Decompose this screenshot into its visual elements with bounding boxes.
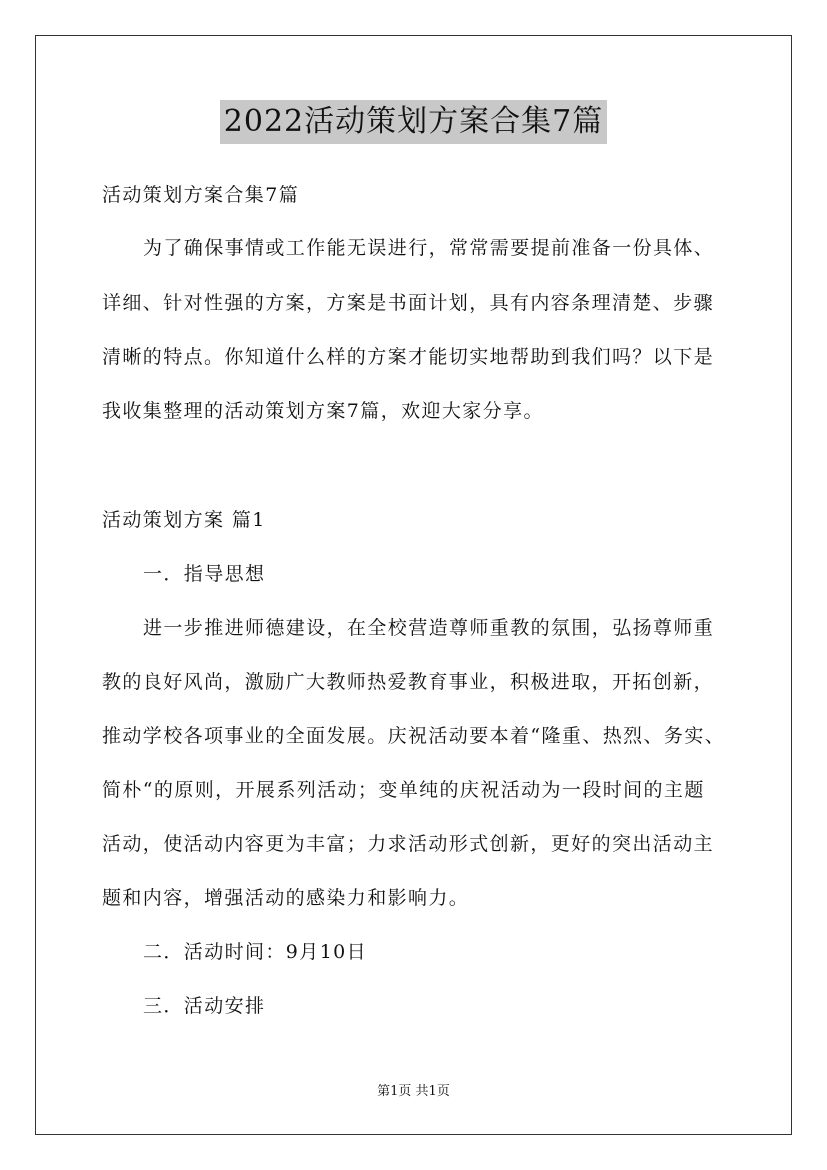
item-1-heading: 一．指导思想 bbox=[143, 563, 266, 585]
intro-line-3: 清晰的特点。你知道什么样的方案才能切实地帮助到我们吗？以下是 bbox=[102, 346, 715, 368]
section-heading: 活动策划方案 篇1 bbox=[102, 509, 266, 531]
body-line-3: 推动学校各项事业的全面发展。庆祝活动要本着“隆重、热烈、务实、 bbox=[102, 725, 726, 747]
body-line-5: 活动，使活动内容更为丰富；力求活动形式创新，更好的突出活动主 bbox=[102, 833, 715, 855]
item-3-heading: 三．活动安排 bbox=[143, 995, 266, 1017]
intro-line-4: 我收集整理的活动策划方案7篇，欢迎大家分享。 bbox=[102, 400, 544, 422]
item-2-heading: 二．活动时间：9月10日 bbox=[143, 941, 368, 963]
body-line-4: 简朴“的原则，开展系列活动；变单纯的庆祝活动为一段时间的主题 bbox=[102, 779, 705, 801]
body-line-1: 进一步推进师德建设，在全校营造尊师重教的氛围，弘扬尊师重 bbox=[143, 617, 715, 639]
intro-line-2: 详细、针对性强的方案，方案是书面计划，具有内容条理清楚、步骤 bbox=[102, 292, 715, 314]
body-line-6: 题和内容，增强活动的感染力和影响力。 bbox=[102, 887, 470, 909]
intro-line-1: 为了确保事情或工作能无误进行，常常需要提前准备一份具体、 bbox=[143, 237, 715, 259]
document-subtitle: 活动策划方案合集7篇 bbox=[102, 184, 300, 206]
title-wrap bbox=[0, 100, 827, 144]
body-line-2: 教的良好风尚，激励广大教师热爱教育事业，积极进取，开拓创新， bbox=[102, 671, 715, 693]
document-title: 2022活动策划方案合集7篇 bbox=[220, 100, 607, 144]
page-footer: 第1页 共1页 bbox=[377, 1084, 450, 1099]
